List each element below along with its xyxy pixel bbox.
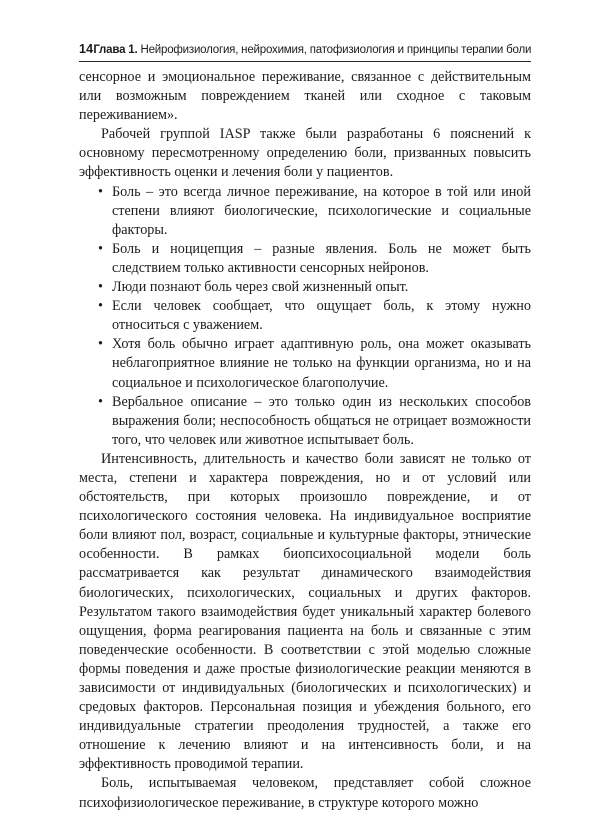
paragraph-pain-experience: Боль, испытываемая человеком, представляет собой сложное психофизиологическое переживание, в структуре которого можно [79, 775, 531, 811]
paragraph-continuation: сенсорное и эмоциональное переживание, связанное с действительным или возможным повреждением тканей или сходное с таковым переживанием». [79, 69, 531, 124]
bullet-marker: • [98, 298, 103, 315]
bullet-list [79, 183, 531, 450]
chapter-title: Нейрофизиология, нейрохимия, патофизиология и принципы терапии боли [140, 44, 532, 56]
bullet-marker: • [98, 240, 103, 257]
bullet-marker: • [98, 279, 103, 296]
bullet-marker: • [98, 183, 103, 200]
bullet-item [79, 335, 531, 392]
body-text [79, 68, 531, 813]
bullet-item [79, 240, 531, 278]
running-header [79, 36, 531, 56]
header-rule [79, 61, 531, 62]
bullet-item [79, 278, 531, 297]
paragraph-iasp: Рабочей группой IASP также были разработаны 6 пояснений к основному пересмотренному определению боли, призванных повысить эффективность оценки и лечения боли у пациентов. [79, 126, 531, 181]
chapter-label: Глава 1. [93, 44, 138, 56]
bullet-marker: • [98, 393, 103, 410]
bullet-marker: • [98, 336, 103, 353]
bullet-item [79, 297, 531, 335]
paragraph-intensity: Интенсивность, длительность и качество боли зависят не только от места, степени и характера повреждения, но и от условий или обстоятельств, при которых произошло повреждение, и от психологического состояния человека. На индивидуальное восприятие боли влияют пол, возраст, социальные и культурные факторы, этнические особенности. В рамках биопсихосоциальной модели боль рассматривается как результат динамического взаимодействия биологических, психологических, социальных и других факторов. Результатом такого взаимодействия будет уникальный характер болевого ощущения, форма реагирования пациента на боль и связанные с этим поведенческие особенности. В соответствии с этой моделью сложные формы поведения и даже простые физиологические реакции меняются в зависимости от индивидуальных (биологических и психологических) и средовых факторов. Персональная позиция и убеждения больного, его индивидуальные стратегии преодоления трудностей, а также его отношение к лечению влияют и на интенсивность боли, и на эффективность проводимой терапии. [79, 450, 531, 773]
bullet-text: Вербальное описание – это только один из нескольких способов выражения боли; неспособность общаться не отрицает возможности того, что человек или животное испытывает боль. [112, 393, 531, 448]
running-head [93, 44, 531, 56]
bullet-text: Хотя боль обычно играет адаптивную роль, она может оказывать неблагоприятное влияние не только на функции организма, но и на социальное и психологическое благополучие. [112, 336, 531, 391]
bullet-text: Люди познают боль через свой жизненный опыт. [112, 279, 409, 296]
bullet-text: Если человек сообщает, что ощущает боль, к этому нужно относиться с уважением. [112, 298, 531, 334]
bullet-text: Боль и ноцицепция – разные явления. Боль не может быть следствием только активности сенсорных нейронов. [112, 240, 531, 276]
bullet-item [79, 183, 531, 240]
bullet-item [79, 393, 531, 450]
page-number: 14 [79, 42, 94, 56]
bullet-text: Боль – это всегда личное переживание, на которое в той или иной степени влияют биологические, психологические и социальные факторы. [112, 183, 531, 238]
